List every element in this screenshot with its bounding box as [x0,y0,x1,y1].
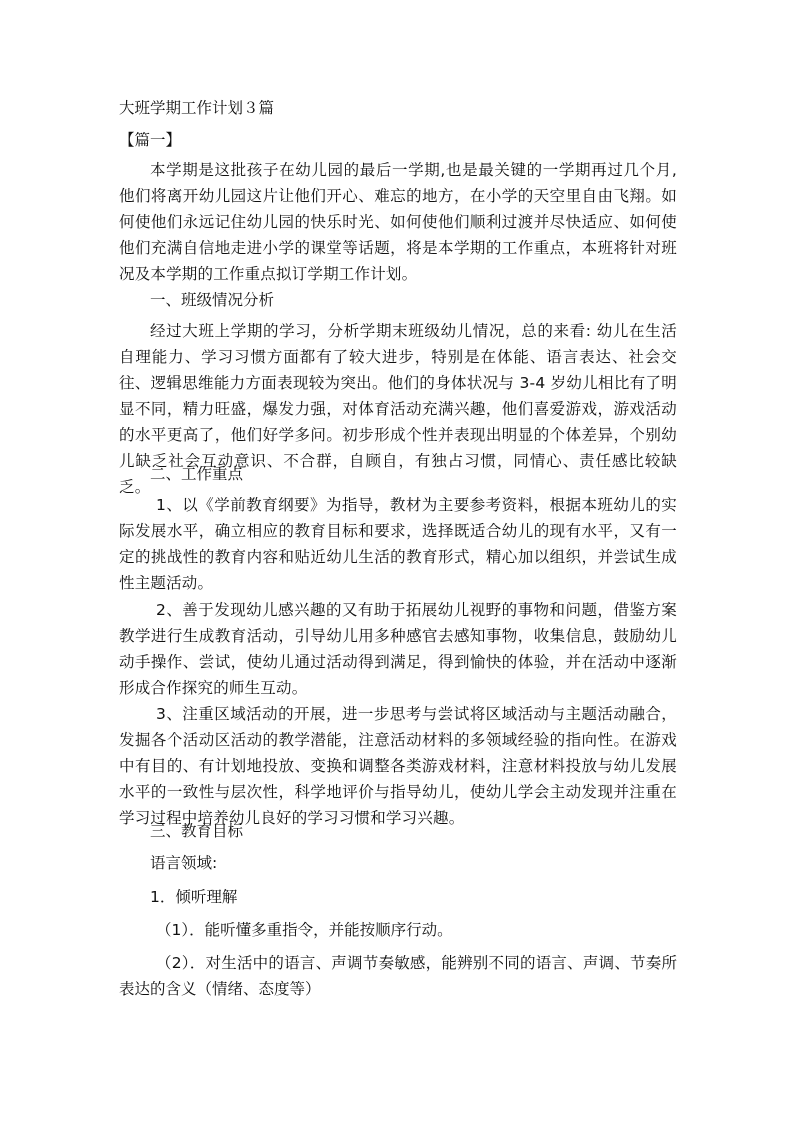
goal-item-1: （1）．能听懂多重指令，并能按顺序行动。 [156,921,453,939]
intro-paragraph: 本学期是这批孩子在幼儿园的最后一学期,也是最关键的一学期再过几个月,他们将离开幼儿园这片让他们开心、难忘的地方，在小学的天空里自由飞翔。如何使他们永远记住幼儿园的快乐时光、如何使他们顺利过渡并尽快适应、如何使他们充满自信地走进小学的课堂等话题，将是本学期的工作重点，本班将针对班况及本学期的工作重点拟订学期工作计划。 [119,161,677,283]
heading-class-analysis: 一、班级情况分析 [150,291,275,309]
language-domain-label: 语言领域: [150,854,218,872]
document-title: 大班学期工作计划３篇 [119,99,275,117]
analysis-paragraph: 经过大班上学期的学习，分析学期末班级幼儿情况，总的来看: 幼儿在生活自理能力、学习习惯方面都有了较大进步，特别是在体能、语言表达、社会交往、逻辑思维能力方面表现较为突出。他们的身体状况与 3-4 岁幼儿相比有了明显不同，精力旺盛，爆发力强，对体育活动充满兴趣，他们喜爱游戏，游戏活动的水平更高了，他们好学多问。初步形成个性并表现出明显的个体差异，个别幼儿缺乏社会互动意识、不合群，自顾自，有独占习惯，同情心、责任感比较缺乏。 [119,322,677,496]
heading-education-goals: 三、教育目标 [150,822,244,840]
heading-work-focus: 二、工作重点 [150,465,244,483]
goal-item-2: （2）．对生活中的语言、声调节奏敏感，能辨别不同的语言、声调、节奏所表达的含义（情绪、态度等） [119,954,677,998]
focus-paragraph-3: 3、注重区域活动的开展，进一步思考与尝试将区域活动与主题活动融合，发掘各个活动区活动的教学潜能，注意活动材料的多领域经验的指向性。在游戏中有目的、有计划地投放、变换和调整各类游戏材料，注意材料投放与幼儿发展水平的一致性与层次性，科学地评价与指导幼儿，使幼儿学会主动发现并注重在学习过程中培养幼儿良好的学习习惯和学习兴趣。 [119,705,677,827]
section-label: 【篇一】 [119,131,182,149]
focus-paragraph-1: 1、以《学前教育纲要》为指导，教材为主要参考资料，根据本班幼儿的实际发展水平，确立相应的教育目标和要求，选择既适合幼儿的现有水平，又有一定的挑战性的教育内容和贴近幼儿生活的教育形式，精心加以组织，并尝试生成性主题活动。 [119,496,677,592]
listening-subheading: 1．倾听理解 [150,888,238,906]
focus-paragraph-2: 2、善于发现幼儿感兴趣的又有助于拓展幼儿视野的事物和问题，借鉴方案教学进行生成教育活动，引导幼儿用多种感官去感知事物，收集信息，鼓励幼儿动手操作、尝试，使幼儿通过活动得到满足，得到愉快的体验，并在活动中逐渐形成合作探究的师生互动。 [119,601,677,697]
